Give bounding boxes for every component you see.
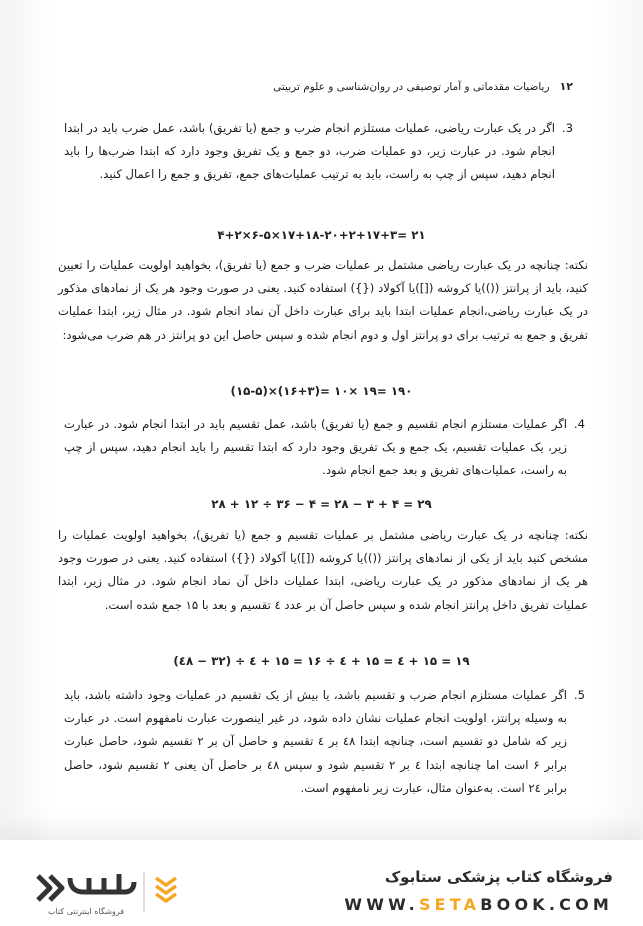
logo-subtitle: فروشگاه اینترنتی کتاب bbox=[48, 907, 125, 916]
item-3-number: 3. bbox=[561, 121, 573, 135]
note-1: نکته: چنانچه در یک عبارت ریاضی مشتمل بر عملیات ضرب و جمع (یا تفریق)، بخواهید اولویت عملیات را تعیین کنید، باید از پرانتز (())یا کروشه ([])یا آکولاد ({}) استفاده کنید. یعنی در صورت وجود هر یک از نمادهای مذکور در یک عبارت ریاضی،انجام عملیات ابتدا باید برای عبارت داخل آن نماد انجام شود. در مثال زیر، ابتدا عملیات تفریق و جمع به ترتیب برای دو پرانتز اول و دوم انجام شده و سپس حاصل این دو پرانتز در هم ضرب می‌شود: bbox=[58, 258, 588, 342]
item-4-text: اگر عملیات مستلزم انجام تقسیم و جمع (یا تفریق) باشد، عمل تقسیم باید در ابتدا انجام شود. در عبارت زیر، یک عملیات تقسیم، یک جمع و یک تفریق وجود دارد که ابتدا تقسیم را باید انجام دهید، سپس از چپ به راست، عملیات‌های تفریق و بعد جمع انجام شود. bbox=[64, 417, 567, 478]
item-5-number: 5. bbox=[573, 688, 585, 702]
url-bookcom: BOOK.COM bbox=[480, 895, 613, 914]
formula-1: ۲۱ =۱۷+۱۸-۲۰+۲+۱۷+۳×۶-۵×۴+۲ bbox=[217, 228, 426, 242]
item-3 bbox=[64, 117, 573, 187]
formula-3: ۲۹ = ۴ + ۳ − ۲۸ = ۴ − ۳۶ ÷ ۱۲ + ۲۸ bbox=[211, 497, 432, 511]
url-www: WWW. bbox=[344, 895, 419, 914]
formula-4: ۱۹ = ۱۵ + ٤ = ۱۵ + ٤ ÷ ۱۶ = ۱۵ + ٤ ÷ (۳۲ − ٤۸) bbox=[173, 654, 470, 668]
page-header bbox=[60, 80, 573, 93]
note-2: نکته: چنانچه در یک عبارت ریاضی مشتمل بر عملیات تقسیم و جمع (یا تفریق)، بخواهید اولویت عملیات را مشخص کنید باید از یکی از نمادهای پرانتز (())یا کروشه ([])یا آکولاد ({}) استفاده کنید. یعنی در صورت وجود هر یک از نمادهای مذکور در یک عبارت ریاضی، ابتدا عملیات داخل آن نماد انجام شود. در مثال زیر، ابتدا عملیات تفریق داخل پرانتز انجام شده و سپس حاصل آن بر عدد ٤ تقسیم و بعد با ١۵ جمع شده است. bbox=[58, 528, 588, 612]
item-4-number: 4. bbox=[573, 417, 585, 431]
store-name: فروشگاه کتاب پزشکی ستابوک bbox=[384, 868, 613, 886]
url-seta: SETA bbox=[418, 895, 481, 914]
page-number: ۱۲ bbox=[559, 80, 573, 93]
item-5-text: اگر عملیات مستلزم انجام ضرب و تقسیم باشد، یا بیش از یک تقسیم در عملیات وجود داشته باشد، باید به وسیله پرانتز، اولویت انجام عملیات نشان داده شود، در غیر اینصورت عبارت نامفهوم است. در عبارت زیر که شامل دو تقسیم است، چنانچه ابتدا ٤٨ بر ٤ تقسیم و حاصل آن بر ۲ تقسیم شود، حاصل عبارت برابر ۶ است اما چنانچه ابتدا ٤ بر ۲ تقسیم شود و سپس ٤٨ بر حاصل آن یعنی ۲ تقسیم شود، حاصل برابر ۲٤ است. به‌عنوان مثال، عبارت زیر نامفهوم است. bbox=[64, 688, 568, 795]
item-4 bbox=[64, 413, 585, 483]
store-url[interactable] bbox=[344, 895, 613, 914]
item-5 bbox=[64, 684, 585, 800]
running-title: ریاضیات مقدماتی و آمار توصیفی در روان‌شناسی و علوم تربیتی bbox=[273, 81, 550, 93]
store-banner[interactable] bbox=[0, 840, 643, 926]
formula-2: ۱۹۰ =۱۹ ×۱۰ =(۱۶+۳)×(۱۵-۵) bbox=[230, 384, 413, 398]
item-3-text: اگر در یک عبارت ریاضی، عملیات مستلزم انجام ضرب و جمع (یا تفریق) باشد، عمل ضرب باید در ابتدا انجام شود. در عبارت زیر، دو عملیات ضرب، دو جمع و یک تفریق وجود دارد که ابتدا ضرب‌ها را باید انجام دهید، سپس از چپ به راست، باید به ترتیب عملیات‌های جمع، تفریق و جمع را اعمال کنید. bbox=[64, 121, 555, 182]
